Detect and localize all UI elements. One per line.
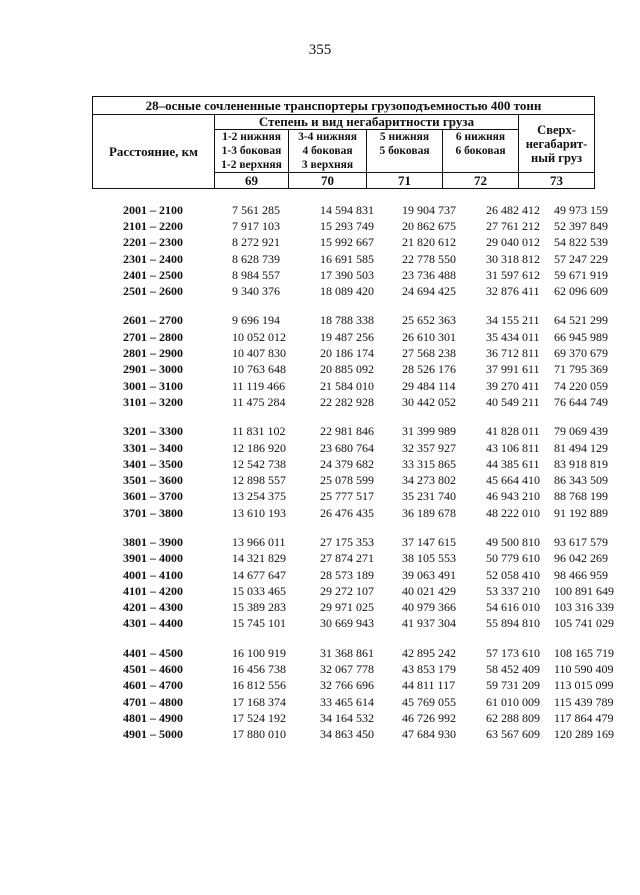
- value-cell: 74 220 059: [554, 378, 608, 393]
- value-cell: 91 192 889: [554, 505, 608, 520]
- value-cell: 8 272 921: [232, 235, 280, 250]
- value-cell: 32 766 696: [320, 678, 374, 693]
- value-cell: 96 042 269: [554, 551, 608, 566]
- value-cell: 11 475 284: [232, 394, 286, 409]
- value-cell: 76 644 749: [554, 394, 608, 409]
- value-cell: 57 247 229: [554, 251, 608, 266]
- distance-cell: 4701 – 4800: [123, 694, 183, 709]
- value-cell: 31 399 989: [402, 424, 456, 439]
- value-cell: 23 736 488: [402, 267, 456, 282]
- value-cell: 14 321 829: [232, 551, 286, 566]
- value-cell: 10 763 648: [232, 362, 286, 377]
- column-number-5: 73: [519, 173, 595, 189]
- table-row: [92, 694, 614, 710]
- distance-cell: 3101 – 3200: [123, 394, 183, 409]
- value-cell: 24 379 682: [320, 456, 374, 471]
- value-cell: 66 945 989: [554, 329, 608, 344]
- value-cell: 10 407 830: [232, 346, 286, 361]
- table-row: [92, 645, 614, 661]
- value-cell: 19 904 737: [402, 202, 456, 217]
- table-row: [92, 218, 608, 234]
- value-cell: 25 777 517: [320, 489, 374, 504]
- value-cell: 120 289 169: [554, 727, 614, 742]
- table-row: [92, 600, 614, 616]
- value-cell: 64 521 299: [554, 313, 608, 328]
- value-cell: 15 389 283: [232, 600, 286, 615]
- value-cell: 18 089 420: [320, 284, 374, 299]
- value-cell: 49 973 159: [554, 202, 608, 217]
- value-cell: 41 828 011: [486, 424, 540, 439]
- distance-cell: 2201 – 2300: [123, 235, 183, 250]
- value-cell: 21 820 612: [402, 235, 456, 250]
- column-header-5: Сверх- негабарит- ный груз: [519, 115, 595, 173]
- value-cell: 29 484 114: [402, 378, 456, 393]
- table-row: [92, 251, 608, 267]
- table-row: [92, 567, 608, 583]
- value-cell: 31 597 612: [486, 267, 540, 282]
- value-cell: 117 864 479: [554, 710, 614, 725]
- value-cell: 14 677 647: [232, 567, 286, 582]
- distance-cell: 3001 – 3100: [123, 378, 183, 393]
- value-cell: 33 315 865: [402, 456, 456, 471]
- value-cell: 17 524 192: [232, 710, 286, 725]
- distance-cell: 2501 – 2600: [123, 284, 183, 299]
- value-cell: 11 119 466: [232, 378, 286, 393]
- value-cell: 44 385 611: [486, 456, 540, 471]
- value-cell: 52 397 849: [554, 218, 608, 233]
- value-cell: 15 992 667: [320, 235, 374, 250]
- table-row: [92, 394, 608, 410]
- value-cell: 44 811 117: [402, 678, 456, 693]
- value-cell: 88 768 199: [554, 489, 608, 504]
- column-header-3: 5 нижняя 5 боковая: [367, 130, 443, 173]
- value-cell: 26 482 412: [486, 202, 540, 217]
- table-row: [92, 727, 614, 743]
- value-cell: 30 318 812: [486, 251, 540, 266]
- distance-cell: 4901 – 5000: [123, 727, 183, 742]
- value-cell: 31 368 861: [320, 645, 374, 660]
- distance-cell: 2301 – 2400: [123, 251, 183, 266]
- value-cell: 25 652 363: [402, 313, 456, 328]
- value-cell: 36 712 811: [486, 346, 540, 361]
- value-cell: 17 880 010: [232, 727, 286, 742]
- value-cell: 59 731 209: [486, 678, 540, 693]
- value-cell: 81 494 129: [554, 440, 608, 455]
- value-cell: 37 147 615: [402, 534, 456, 549]
- value-cell: 103 316 339: [554, 600, 614, 615]
- table-row: [92, 235, 608, 251]
- value-cell: 33 465 614: [320, 694, 374, 709]
- value-cell: 45 664 410: [486, 473, 540, 488]
- value-cell: 27 874 271: [320, 551, 374, 566]
- distance-cell: 4401 – 4500: [123, 645, 183, 660]
- distance-cell: 4601 – 4700: [123, 678, 183, 693]
- value-cell: 113 015 099: [554, 678, 614, 693]
- distance-cell: 4101 – 4200: [123, 583, 183, 598]
- value-cell: 14 594 831: [320, 202, 374, 217]
- value-cell: 26 610 301: [402, 329, 456, 344]
- distance-cell: 2901 – 3000: [123, 362, 183, 377]
- distance-cell: 4801 – 4900: [123, 710, 183, 725]
- value-cell: 98 466 959: [554, 567, 608, 582]
- distance-cell: 3901 – 4000: [123, 551, 183, 566]
- value-cell: 39 270 411: [486, 378, 540, 393]
- value-cell: 28 573 189: [320, 567, 374, 582]
- value-cell: 9 696 194: [232, 313, 280, 328]
- value-cell: 12 186 920: [232, 440, 286, 455]
- value-cell: 43 106 811: [486, 440, 540, 455]
- column-number-2: 70: [289, 173, 367, 189]
- value-cell: 50 779 610: [486, 551, 540, 566]
- value-cell: 17 390 503: [320, 267, 374, 282]
- distance-cell: 4201 – 4300: [123, 600, 183, 615]
- value-cell: 8 984 557: [232, 267, 280, 282]
- row-group: [92, 645, 614, 743]
- value-cell: 30 669 943: [320, 616, 374, 631]
- value-cell: 58 452 409: [486, 662, 540, 677]
- value-cell: 93 617 579: [554, 534, 608, 549]
- value-cell: 34 863 450: [320, 727, 374, 742]
- table-row: [92, 362, 608, 378]
- value-cell: 32 067 778: [320, 662, 374, 677]
- value-cell: 22 778 550: [402, 251, 456, 266]
- value-cell: 62 288 809: [486, 710, 540, 725]
- table-row: [92, 551, 608, 567]
- value-cell: 22 981 846: [320, 424, 374, 439]
- value-cell: 54 616 010: [486, 600, 540, 615]
- distance-cell: 2801 – 2900: [123, 346, 183, 361]
- table-row: [92, 345, 608, 361]
- table-row: [92, 440, 608, 456]
- value-cell: 46 943 210: [486, 489, 540, 504]
- value-cell: 55 894 810: [486, 616, 540, 631]
- value-cell: 10 052 012: [232, 329, 286, 344]
- value-cell: 32 876 411: [486, 284, 540, 299]
- table-row: [92, 202, 608, 218]
- distance-cell: 3501 – 3600: [123, 473, 183, 488]
- table-row: [92, 329, 608, 345]
- group-header: Степень и вид негабаритности груза: [215, 115, 519, 130]
- table-row: [92, 489, 608, 505]
- value-cell: 36 189 678: [402, 505, 456, 520]
- table-body: [92, 202, 614, 756]
- value-cell: 38 105 553: [402, 551, 456, 566]
- value-cell: 61 010 009: [486, 694, 540, 709]
- value-cell: 48 222 010: [486, 505, 540, 520]
- distance-cell: 3401 – 3500: [123, 456, 183, 471]
- value-cell: 29 272 107: [320, 583, 374, 598]
- table-row: [92, 661, 614, 677]
- distance-cell: 2101 – 2200: [123, 218, 183, 233]
- value-cell: 34 273 802: [402, 473, 456, 488]
- value-cell: 23 680 764: [320, 440, 374, 455]
- table-row: [92, 616, 614, 632]
- value-cell: 100 891 649: [554, 583, 614, 598]
- value-cell: 24 694 425: [402, 284, 456, 299]
- value-cell: 19 487 256: [320, 329, 374, 344]
- table-row: [92, 678, 614, 694]
- value-cell: 18 788 338: [320, 313, 374, 328]
- value-cell: 7 917 103: [232, 218, 280, 233]
- table-row: [92, 267, 608, 283]
- value-cell: 27 761 212: [486, 218, 540, 233]
- value-cell: 54 822 539: [554, 235, 608, 250]
- row-group: [92, 424, 608, 522]
- value-cell: 30 442 052: [402, 394, 456, 409]
- table-row: [92, 424, 608, 440]
- value-cell: 27 175 353: [320, 534, 374, 549]
- column-number-3: 71: [367, 173, 443, 189]
- value-cell: 26 476 435: [320, 505, 374, 520]
- distance-cell: 3701 – 3800: [123, 505, 183, 520]
- value-cell: 12 542 738: [232, 456, 286, 471]
- value-cell: 108 165 719: [554, 645, 614, 660]
- value-cell: 62 096 609: [554, 284, 608, 299]
- value-cell: 15 033 465: [232, 583, 286, 598]
- value-cell: 86 343 509: [554, 473, 608, 488]
- table-row: [92, 710, 614, 726]
- value-cell: 29 040 012: [486, 235, 540, 250]
- table-row: [92, 456, 608, 472]
- table-row: [92, 472, 608, 488]
- distance-cell: 3301 – 3400: [123, 440, 183, 455]
- value-cell: 34 155 211: [486, 313, 540, 328]
- value-cell: 57 173 610: [486, 645, 540, 660]
- column-number-1: 69: [215, 173, 289, 189]
- value-cell: 41 937 304: [402, 616, 456, 631]
- table-row: [92, 583, 614, 599]
- value-cell: 69 370 679: [554, 346, 608, 361]
- value-cell: 15 745 101: [232, 616, 286, 631]
- value-cell: 17 168 374: [232, 694, 286, 709]
- value-cell: 110 590 409: [554, 662, 614, 677]
- value-cell: 43 853 179: [402, 662, 456, 677]
- distance-cell: 2601 – 2700: [123, 313, 183, 328]
- distance-cell: 2401 – 2500: [123, 267, 183, 282]
- column-number-4: 72: [443, 173, 519, 189]
- distance-cell: 4501 – 4600: [123, 662, 183, 677]
- value-cell: 40 021 429: [402, 583, 456, 598]
- value-cell: 28 526 176: [402, 362, 456, 377]
- table-row: [92, 283, 608, 299]
- table-title: 28–осные сочлененные транспортеры грузоподъемностью 400 тонн: [93, 97, 595, 115]
- value-cell: 20 186 174: [320, 346, 374, 361]
- value-cell: 32 357 927: [402, 440, 456, 455]
- value-cell: 83 918 819: [554, 456, 608, 471]
- table-row: [92, 505, 608, 521]
- value-cell: 63 567 609: [486, 727, 540, 742]
- value-cell: 13 610 193: [232, 505, 286, 520]
- value-cell: 22 282 928: [320, 394, 374, 409]
- value-cell: 16 812 556: [232, 678, 286, 693]
- distance-cell: 3801 – 3900: [123, 534, 183, 549]
- value-cell: 105 741 029: [554, 616, 614, 631]
- value-cell: 20 885 092: [320, 362, 374, 377]
- value-cell: 13 966 011: [232, 534, 286, 549]
- value-cell: 79 069 439: [554, 424, 608, 439]
- value-cell: 16 456 738: [232, 662, 286, 677]
- value-cell: 7 561 285: [232, 202, 280, 217]
- value-cell: 12 898 557: [232, 473, 286, 488]
- value-cell: 39 063 491: [402, 567, 456, 582]
- value-cell: 29 971 025: [320, 600, 374, 615]
- value-cell: 15 293 749: [320, 218, 374, 233]
- value-cell: 71 795 369: [554, 362, 608, 377]
- distance-cell: 4301 – 4400: [123, 616, 183, 631]
- row-group: [92, 313, 608, 411]
- table-row: [92, 534, 608, 550]
- value-cell: 16 100 919: [232, 645, 286, 660]
- row-group: [92, 202, 608, 300]
- value-cell: 37 991 611: [486, 362, 540, 377]
- value-cell: 46 726 992: [402, 710, 456, 725]
- value-cell: 25 078 599: [320, 473, 374, 488]
- value-cell: 115 439 789: [554, 694, 614, 709]
- value-cell: 8 628 739: [232, 251, 280, 266]
- table-row: [92, 313, 608, 329]
- value-cell: 16 691 585: [320, 251, 374, 266]
- value-cell: 49 500 810: [486, 534, 540, 549]
- distance-header: Расстояние, км: [93, 115, 215, 189]
- page-number: 355: [308, 42, 332, 58]
- distance-cell: 2001 – 2100: [123, 202, 183, 217]
- column-header-1: 1-2 нижняя 1-3 боковая 1-2 верхняя: [215, 130, 289, 173]
- distance-cell: 3201 – 3300: [123, 424, 183, 439]
- value-cell: 45 769 055: [402, 694, 456, 709]
- value-cell: 9 340 376: [232, 284, 280, 299]
- value-cell: 20 862 675: [402, 218, 456, 233]
- table-row: [92, 378, 608, 394]
- value-cell: 42 895 242: [402, 645, 456, 660]
- value-cell: 40 549 211: [486, 394, 540, 409]
- column-header-2: 3-4 нижняя 4 боковая 3 верхняя: [289, 130, 367, 173]
- distance-cell: 3601 – 3700: [123, 489, 183, 504]
- value-cell: 59 671 919: [554, 267, 608, 282]
- value-cell: 13 254 375: [232, 489, 286, 504]
- value-cell: 11 831 102: [232, 424, 286, 439]
- value-cell: 40 979 366: [402, 600, 456, 615]
- value-cell: 27 568 238: [402, 346, 456, 361]
- value-cell: 47 684 930: [402, 727, 456, 742]
- value-cell: 35 434 011: [486, 329, 540, 344]
- column-header-4: 6 нижняя 6 боковая: [443, 130, 519, 173]
- distance-cell: 2701 – 2800: [123, 329, 183, 344]
- value-cell: 35 231 740: [402, 489, 456, 504]
- value-cell: 34 164 532: [320, 710, 374, 725]
- value-cell: 21 584 010: [320, 378, 374, 393]
- row-group: [92, 534, 614, 632]
- value-cell: 53 337 210: [486, 583, 540, 598]
- distance-cell: 4001 – 4100: [123, 567, 183, 582]
- value-cell: 52 058 410: [486, 567, 540, 582]
- table-header: [92, 96, 595, 189]
